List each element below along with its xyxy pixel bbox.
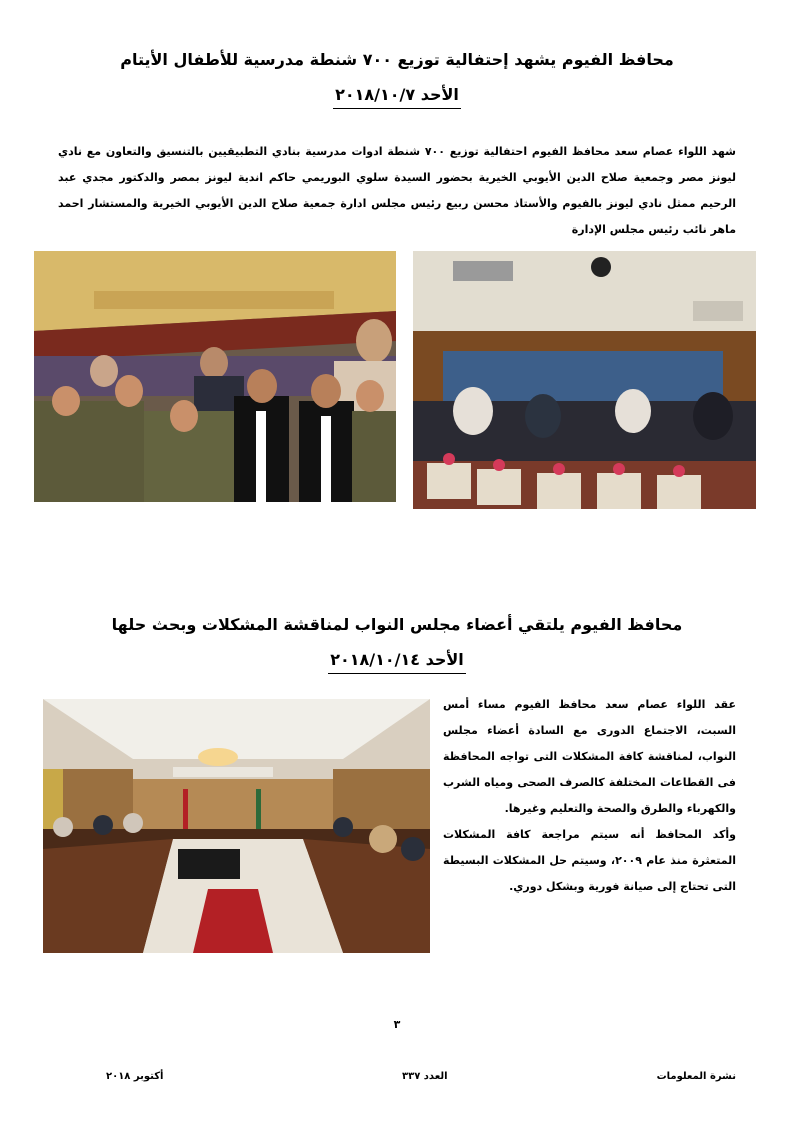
page-number: ٣ <box>393 1018 401 1031</box>
article1-title: محافظ الفيوم يشهد إحتفالية توزيع ٧٠٠ شنطة مدرسية للأطفال الأيتام <box>120 50 674 69</box>
footer-publication: نشرة المعلومات <box>656 1071 736 1082</box>
article2-paragraph-1: عقد اللواء عصام سعد محافظ الفيوم مساء أمس السبت، الاجتماع الدورى مع السادة أعضاء مجلس النواب، لمناقشة كافة المشكلات التى تواجه المحافظة فى القطاعات المختلفة كالصرف الصحى ومياه الشرب والكهرباء والطرق والصحة والتعليم وغيرها. <box>443 698 736 815</box>
article1-paragraph: شهد اللواء عصام سعد محافظ الفيوم احتفالية توزيع ٧٠٠ شنطة ادوات مدرسية بنادي التطبيقيين بالتنسيق والتعاون مع نادي ليونز مصر وجمعية صلاح الدين الأيوبي الخيرية بحضور السيدة سلوي البوريمي حاكم اندية ليونز بمصر والدكتور مجدي عبد الرحيم ممثل نادي ليونز بالفيوم والأستاذ محسن ربيع رئيس مجلس ادارة جمعية صلاح الدين الأيوبي الخيرية والمستشار احمد ماهر نائب رئيس مجلس الإدارة <box>58 145 736 236</box>
article1-date-text: الأحد ٢٠١٨/١٠/٧ <box>333 84 461 109</box>
footer-month: أكتوبر ٢٠١٨ <box>106 1071 164 1082</box>
article2-paragraph-2: وأكد المحافظ أنه سيتم مراجعة كافة المشكلات المتعثرة منذ عام ٢٠٠٩، وسيتم حل المشكلات البسيطة التى تحتاج إلى صيانة فورية وبشكل دوري. <box>443 828 736 893</box>
article2-title: محافظ الفيوم يلتقي أعضاء مجلس النواب لمناقشة المشكلات وبحث حلها <box>111 615 683 634</box>
footer-issue: العدد ٣٣٧ <box>402 1071 448 1082</box>
photo-meeting-room <box>43 699 430 953</box>
article2-date-text: الأحد ٢٠١٨/١٠/١٤ <box>328 649 466 674</box>
photo-children-ceremony <box>34 251 396 502</box>
article1-date <box>0 84 794 109</box>
article2-body <box>443 692 736 900</box>
article2-date <box>0 649 794 674</box>
photo-hall-audience <box>413 251 756 509</box>
article1-body <box>58 139 736 243</box>
